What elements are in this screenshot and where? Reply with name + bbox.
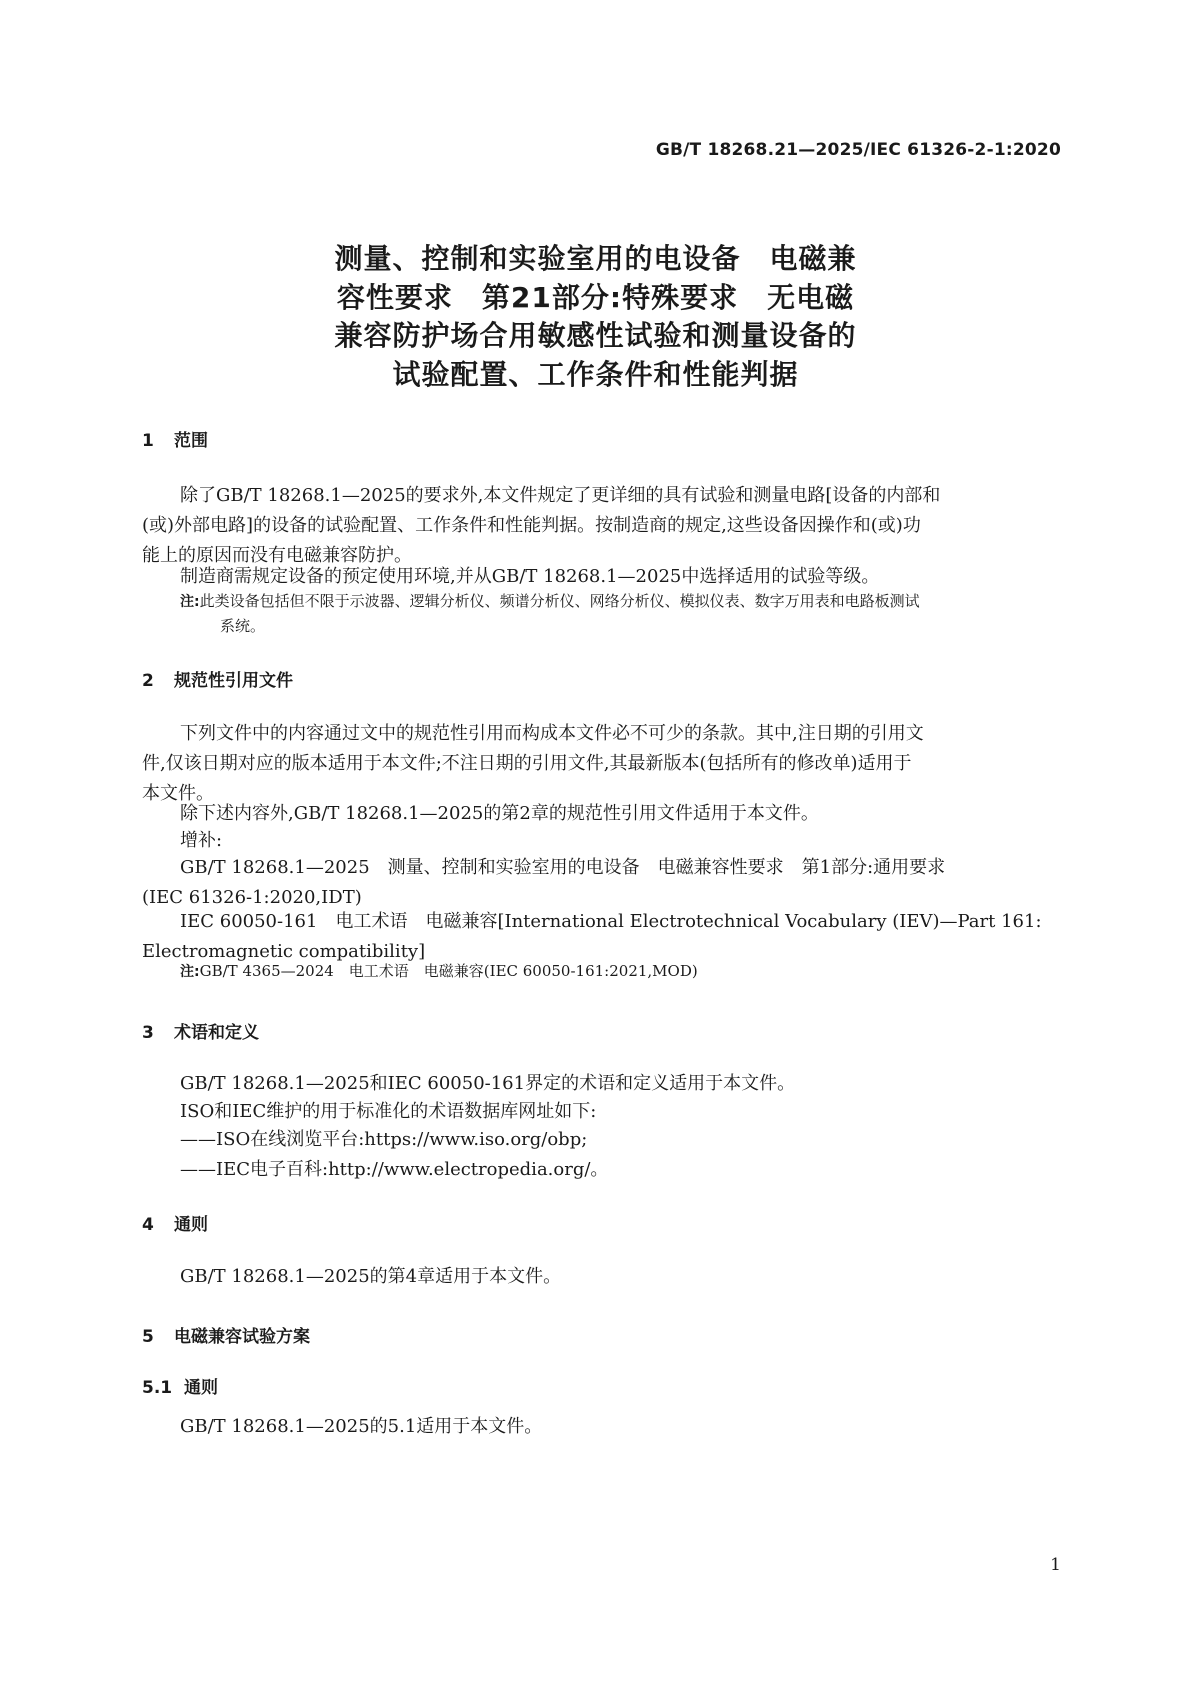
note-text: 此类设备包括但不限于示波器、逻辑分析仪、频谱分析仪、网络分析仪、模拟仪表、数字万用表和电路板测试 xyxy=(199,592,920,610)
reference-line: GB/T 18268.1—2025 测量、控制和实验室用的电设备 电磁兼容性要求 第1部分:通用要求 xyxy=(180,857,946,878)
reference-line: Electromagnetic compatibility] xyxy=(142,941,426,962)
section-2-paragraph-3 xyxy=(142,826,1064,856)
section-title: 术语和定义 xyxy=(174,1023,259,1043)
section-1-paragraph-1 xyxy=(142,481,1064,571)
paragraph-line: ISO和IEC维护的用于标准化的术语数据库网址如下: xyxy=(180,1101,597,1122)
section-number: 1 xyxy=(142,431,154,451)
normative-reference-2 xyxy=(142,907,1064,967)
section-4-heading xyxy=(142,1210,208,1235)
section-2-heading xyxy=(142,666,293,691)
section-number: 2 xyxy=(142,671,154,691)
section-3-paragraph-2 xyxy=(142,1097,1064,1127)
reference-line: (IEC 61326-1:2020,IDT) xyxy=(142,887,362,908)
section-title: 电磁兼容试验方案 xyxy=(174,1327,310,1347)
paragraph-line: 制造商需规定设备的预定使用环境,并从GB/T 18268.1—2025中选择适用的试验等级。 xyxy=(180,566,880,587)
paragraph-line: (或)外部电路]的设备的试验配置、工作条件和性能判据。按制造商的规定,这些设备因操作和(或)功 xyxy=(142,515,921,536)
section-5-1-paragraph-1 xyxy=(142,1412,1064,1442)
section-3-paragraph-1 xyxy=(142,1069,1064,1099)
section-5-1-heading xyxy=(142,1373,218,1398)
note-label: 注: xyxy=(180,964,200,980)
section-1-paragraph-2 xyxy=(142,562,1064,592)
title-line-2: 容性要求 第21部分:特殊要求 无电磁 xyxy=(336,280,855,314)
paragraph-line: GB/T 18268.1—2025的第4章适用于本文件。 xyxy=(180,1266,562,1287)
note-text-continued: 系统。 xyxy=(220,617,266,635)
paragraph-line: 除了GB/T 18268.1—2025的要求外,本文件规定了更详细的具有试验和测量电路[设备的内部和 xyxy=(180,485,941,506)
title-line-4: 试验配置、工作条件和性能判据 xyxy=(392,357,799,391)
section-2-paragraph-1 xyxy=(142,719,1064,809)
section-2-paragraph-2 xyxy=(142,799,1064,829)
normative-reference-1 xyxy=(142,853,1064,913)
list-item: ——IEC电子百科:http://www.electropedia.org/。 xyxy=(180,1159,609,1180)
paragraph-line: 能上的原因而没有电磁兼容防护。 xyxy=(142,545,412,566)
section-1-note xyxy=(180,589,1064,638)
note-text: GB/T 4365—2024 电工术语 电磁兼容(IEC 60050-161:2021,MOD) xyxy=(199,962,698,980)
paragraph-line: GB/T 18268.1—2025和IEC 60050-161界定的术语和定义适用于本文件。 xyxy=(180,1073,796,1094)
paragraph-line: GB/T 18268.1—2025的5.1适用于本文件。 xyxy=(180,1416,543,1437)
section-3-heading xyxy=(142,1018,259,1043)
title-line-1: 测量、控制和实验室用的电设备 电磁兼 xyxy=(334,242,857,275)
document-title xyxy=(0,240,1191,394)
section-number: 4 xyxy=(142,1215,154,1235)
title-line-3: 兼容防护场合用敏感性试验和测量设备的 xyxy=(334,319,857,352)
note-label: 注: xyxy=(180,594,200,610)
section-4-paragraph-1 xyxy=(142,1262,1064,1292)
section-1-heading xyxy=(142,426,208,451)
section-title: 规范性引用文件 xyxy=(174,671,293,691)
paragraph-line: 件,仅该日期对应的版本适用于本文件;不注日期的引用文件,其最新版本(包括所有的修改单)适用于 xyxy=(142,753,912,774)
section-title: 范围 xyxy=(174,431,208,451)
section-number: 3 xyxy=(142,1023,154,1043)
section-title: 通则 xyxy=(174,1215,208,1235)
paragraph-line: 下列文件中的内容通过文中的规范性引用而构成本文件必不可少的条款。其中,注日期的引用文 xyxy=(180,723,924,744)
term-database-list xyxy=(142,1125,1064,1185)
reference-line: IEC 60050-161 电工术语 电磁兼容[International Electrotechnical Vocabulary (IEV)—Part 161: xyxy=(180,911,1042,932)
list-item: ——ISO在线浏览平台:https://www.iso.org/obp; xyxy=(180,1129,588,1150)
section-5-heading xyxy=(142,1322,310,1347)
page-number: 1 xyxy=(1050,1555,1061,1575)
paragraph-line: 本文件。 xyxy=(142,783,214,804)
section-number: 5 xyxy=(142,1327,154,1347)
paragraph-line: 增补: xyxy=(180,830,223,851)
section-number: 5.1 xyxy=(142,1378,173,1398)
section-2-note xyxy=(180,959,1064,984)
section-title: 通则 xyxy=(184,1378,218,1398)
paragraph-line: 除下述内容外,GB/T 18268.1—2025的第2章的规范性引用文件适用于本文件。 xyxy=(180,803,819,824)
standard-code-header: GB/T 18268.21—2025/IEC 61326-2-1:2020 xyxy=(655,140,1061,160)
